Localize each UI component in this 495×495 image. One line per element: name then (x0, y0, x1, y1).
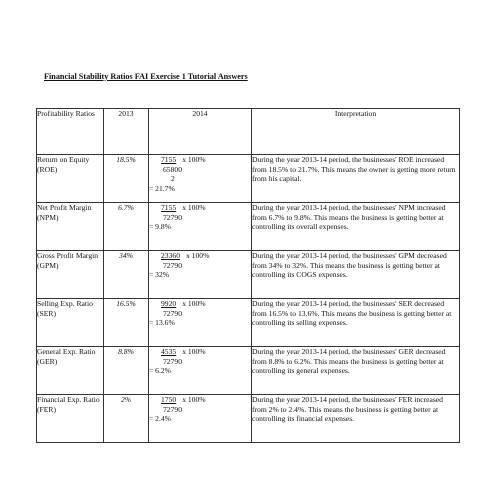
calculation-2014 (149, 299, 252, 347)
table-header-row (37, 109, 460, 155)
numerator: 7155 (161, 155, 177, 164)
multiplier: x 100% (182, 299, 206, 308)
result-2014: = 21.7% (149, 184, 175, 194)
multiplier: x 100% (182, 203, 206, 212)
interpretation-text: During the year 2013-14 period, the businesses' GER decreased from 8.8% to 6.2%. This means the business is getting better at controlling its general expenses. (252, 347, 460, 395)
calculation-2014 (149, 155, 252, 203)
denominator-divisor: 2 (171, 174, 175, 184)
ratio-name: Selling Exp. Ratio (SER) (37, 299, 104, 347)
multiplier: x 100% (185, 251, 210, 260)
numerator: 23360 (161, 251, 180, 260)
denominator: 72790 (163, 260, 182, 270)
value-2013: 18.5% (104, 155, 149, 203)
interpretation-text: During the year 2013-14 period, the businesses' FER increased from 2% to 2.4%. This means the business is getting better at controlling its financial expenses. (252, 395, 460, 443)
value-2013: 2% (104, 395, 149, 443)
result-2014: = 32% (149, 270, 170, 280)
table-row-ser (37, 299, 460, 347)
ratio-name: General Exp. Ratio (GER) (37, 347, 104, 395)
calculation-2014 (149, 347, 252, 395)
result-2014: = 13.6% (149, 318, 175, 328)
calculation-2014 (149, 251, 252, 299)
multiplier: x 100% (182, 395, 206, 404)
table-row-fer (37, 395, 460, 443)
table-row-npm (37, 203, 460, 251)
numerator: 1750 (161, 395, 177, 404)
value-2013: 34% (104, 251, 149, 299)
header-ratio: Profitability Ratios (37, 109, 104, 155)
denominator: 72790 (163, 356, 182, 366)
numerator: 9920 (161, 299, 177, 308)
ratio-name: Net Profit Margin (NPM) (37, 203, 104, 251)
header-2014: 2014 (149, 109, 252, 155)
calculation-2014 (149, 203, 252, 251)
denominator: 72790 (163, 212, 182, 222)
table-row-roe (37, 155, 460, 203)
ratio-name: Gross Profit Margin (GPM) (37, 251, 104, 299)
multiplier: x 100% (182, 347, 206, 356)
interpretation-text: During the year 2013-14 period, the businesses' ROE increased from 18.5% to 21.7%. This means the owner is getting more return from his capital. (252, 155, 460, 203)
interpretation-text: During the year 2013-14 period, the businesses' GPM decreased from 34% to 32%. This means the business is getting better at controlling its COGS expenses. (252, 251, 460, 299)
ratio-name: Return on Equity (ROE) (37, 155, 104, 203)
denominator: 72790 (163, 404, 182, 414)
ratio-name: Financial Exp. Ratio (FER) (37, 395, 104, 443)
header-interpretation: Interpretation (252, 109, 460, 155)
ratios-table (36, 108, 460, 443)
denominator: 65800 (163, 164, 182, 174)
value-2013: 6.7% (104, 203, 149, 251)
calculation-2014 (149, 395, 252, 443)
result-2014: = 6.2% (149, 366, 171, 376)
interpretation-text: During the year 2013-14 period, the businesses' NPM increased from 6.7% to 9.8%. This means the business is getting better at controlling its overall expenses. (252, 203, 460, 251)
denominator: 72790 (163, 308, 182, 318)
value-2013: 8.8% (104, 347, 149, 395)
numerator: 4535 (161, 347, 177, 356)
numerator: 7155 (161, 203, 177, 212)
result-2014: = 2.4% (149, 414, 171, 424)
interpretation-text: During the year 2013-14 period, the businesses' SER decreased from 16.5% to 13.6%. This means the business is getting better at controlling its selling expenses. (252, 299, 460, 347)
document-title: Financial Stability Ratios FAI Exercise 1 Tutorial Answers (44, 72, 248, 81)
result-2014: = 9.8% (149, 222, 171, 232)
header-2013: 2013 (104, 109, 149, 155)
value-2013: 16.5% (104, 299, 149, 347)
table-row-ger (37, 347, 460, 395)
table-row-gpm (37, 251, 460, 299)
multiplier: x 100% (182, 155, 206, 164)
